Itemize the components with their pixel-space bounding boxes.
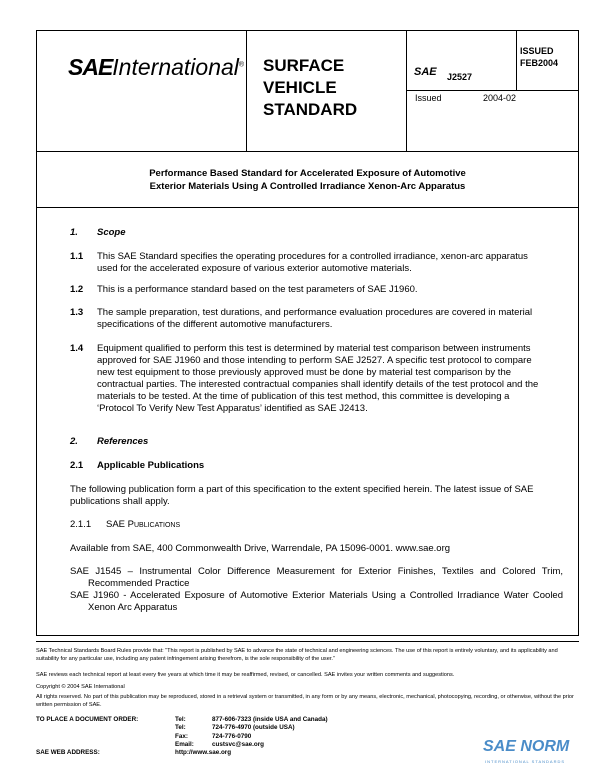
reference-j1960: SAE J1960 - Accelerated Exposure of Automotive Exterior Materials Using a Controlled Irradiance Water Cooled Xenon Arc Apparatus — [70, 590, 563, 613]
para-2-1-title: Applicable Publications — [97, 460, 205, 471]
fax-number: 724-776-0790 — [212, 733, 252, 740]
issued-date: 2004-02 — [483, 93, 517, 103]
divider — [516, 30, 517, 90]
para-2-1-text: The following publication form a part of this specification to the extent specified herein. The latest issue of SAE publications shall apply. — [70, 484, 534, 507]
para-2-1-number: 2.1 — [70, 460, 84, 471]
issued-label: Issued — [415, 93, 442, 103]
standards-board-rules: SAE Technical Standards Board Rules provide that: “This report is published by SAE to advance the state of technical and engineering sciences. The use of this report is entirely voluntary, and its applicability and suitability for any particular use, including any patent infringement arising therefrom, is the sole responsibility of the user.” — [36, 648, 558, 662]
document-number: J2527 — [447, 72, 473, 82]
email-link[interactable]: custsvc@sae.org — [212, 741, 264, 748]
tel-label: Tel: — [175, 716, 186, 723]
rights-notice: All rights reserved. No part of this publication may be reproduced, stored in a retrieval system or transmitted, in any form or by any means, electronic, mechanical, photocopying, recording, or otherwise, without the prior written permission of SAE. — [36, 694, 574, 708]
para-2-1-1-title: SAE Publications — [106, 519, 181, 530]
divider — [36, 207, 579, 208]
section-2-number: 2. — [70, 436, 78, 447]
web-link[interactable]: http://www.sae.org — [175, 749, 232, 756]
order-label: TO PLACE A DOCUMENT ORDER: — [36, 716, 139, 723]
web-label: SAE WEB ADDRESS: — [36, 749, 100, 756]
review-notice: SAE reviews each technical report at least every five years at which time it may be reaffirmed, revised, or cancelled. SAE invites your written comments and suggestions. — [36, 672, 455, 678]
tel-inside: 877-606-7323 (inside USA and Canada) — [212, 716, 328, 723]
tel-label: Tel: — [175, 724, 186, 731]
divider — [36, 641, 579, 642]
copyright: Copyright © 2004 SAE International — [36, 684, 125, 690]
divider — [246, 30, 247, 151]
para-1-3-number: 1.3 — [70, 307, 84, 318]
availability-text: Available from SAE, 400 Commonwealth Drive, Warrendale, PA 15096-0001. www.sae.org — [70, 543, 451, 554]
document-title: Performance Based Standard for Accelerated Exposure of Automotive Exterior Materials Using A Controlled Irradiance Xenon-Arc Apparatus — [149, 168, 466, 192]
divider — [36, 151, 579, 152]
para-1-4-text: Equipment qualified to perform this test is determined by material test comparison between instruments approved for SAE J1960 and those intending to perform SAE J2527. A specific test protocol to compare new test equipment to those previously approved must be done by material test comparison by the contractual parties. The interested contractual companies shall identify details of the test protocol and the materials to be tested. At the time of publication of this test method, this committee is developing a ‘Protocol To Verify New Test Apparatus’ identified as SAE J2413. — [97, 343, 539, 414]
fax-label: Fax: — [175, 733, 188, 740]
tel-outside: 724-776-4970 (outside USA) — [212, 724, 295, 731]
para-1-4-number: 1.4 — [70, 343, 84, 354]
sae-international-logo: SAEInternational® — [68, 54, 245, 80]
section-1-title: Scope — [97, 227, 126, 238]
sae-mark: SAE — [414, 66, 437, 78]
reference-j1545: SAE J1545 – Instrumental Color Difference Measurement for Exterior Finishes, Textiles and Colored Trim, Recommended Practice — [70, 566, 563, 589]
section-2-title: References — [97, 436, 149, 447]
para-1-1-number: 1.1 — [70, 251, 84, 262]
section-1-number: 1. — [70, 227, 78, 238]
issued-badge: ISSUED FEB2004 — [520, 46, 559, 68]
email-label: Email: — [175, 741, 194, 748]
para-1-3-text: The sample preparation, test durations, and performance evaluation procedures are covered in material specifications of the different automotive manufacturers. — [97, 307, 533, 330]
divider — [406, 90, 579, 91]
sae-norm-logo: SAE NORM — [483, 738, 570, 755]
standard-type-title: SURFACE VEHICLE STANDARD — [263, 56, 358, 119]
para-1-2-number: 1.2 — [70, 284, 84, 295]
para-1-2-text: This is a performance standard based on the test parameters of SAE J1960. — [97, 284, 418, 295]
para-2-1-1-number: 2.1.1 — [70, 519, 92, 530]
para-1-1-text: This SAE Standard specifies the operating procedures for a controlled irradiance, xenon-arc apparatus used for the accelerated exposure of various exterior automotive materials. — [97, 251, 528, 274]
sae-norm-subtitle: INTERNATIONAL STANDARDS — [485, 759, 566, 764]
